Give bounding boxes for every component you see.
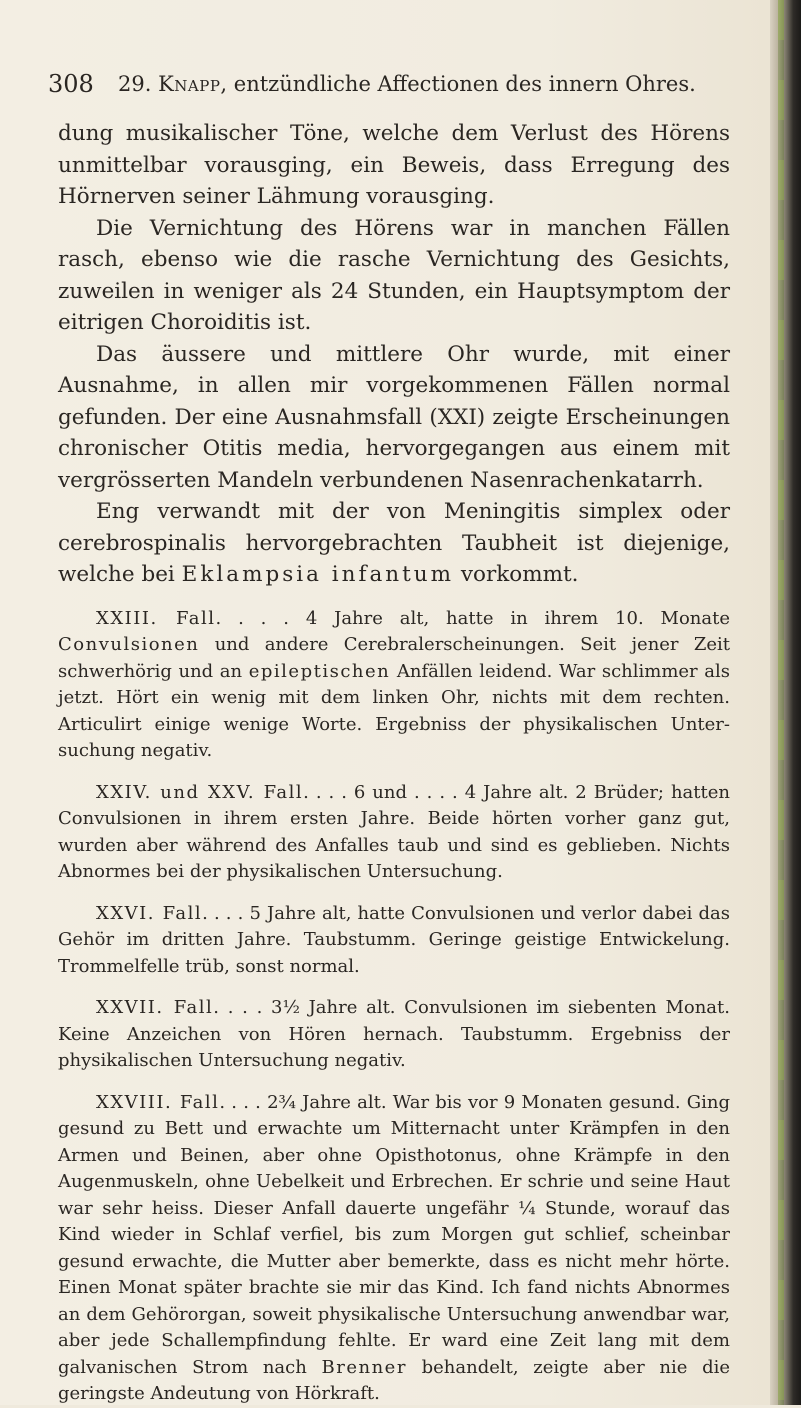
text-run: und andere Cerebralerscheinungen. Seit jener Zeit schwerhörig und an [58,634,730,682]
page-body [58,118,730,1404]
running-header [48,70,728,106]
spaced-text: epileptischen [248,660,391,682]
spaced-text: XXVII. Fall [96,997,214,1018]
paragraph [58,1090,730,1408]
text-run: . . . . 5 Jahre alt, hatte Convulsionen und verlor dabei das Gehör im dritten Jahre. Taubstumm. Geringe geistige Entwickelung. Trommelfelle trüb, sonst normal. [58,902,730,977]
paragraph [58,606,730,765]
author-name: Knapp [158,72,221,96]
text-run: . . . . 4 Jahre alt, hatte in ihrem 10. Monate [215,607,730,629]
spaced-text: Convulsionen [58,634,200,655]
running-title [118,72,696,96]
spaced-text: Eklampsia infantum [181,562,455,587]
paragraph [58,118,730,213]
spaced-text: XXVI. Fall [96,902,203,924]
paragraph [58,995,730,1075]
text-run: Anfällen leidend. War schlimmer als jetzt. Hört ein wenig mit dem linken Ohr, nichts mit dem rechten. Articulirt einige wenige Worte. Ergebniss der physikalischen Untersuchung negativ. [58,660,730,761]
text-run: Die Vernichtung des Hörens war in manchen Fällen rasch, ebenso wie die rasche Vernichtung des Gesichts, zuweilen in weniger als 24 Stunden, ein Hauptsymptom der eitrigen Choroiditis ist. [58,215,730,335]
chapter-title: , entzündliche Affectionen des innern Ohres. [220,72,696,96]
text-run: Eng verwandt mit der von Meningitis simplex oder cerebrospinalis hervorgebrachten Taubheit ist diejenige, welche bei [58,499,730,587]
paragraph [58,780,730,886]
text-run: Das äussere und mittlere Ohr wurde, mit einer Ausnahme, in allen mir vorgekommenen Fällen normal gefunden. Der eine Ausnahmsfall (XXI) zeigte Erscheinungen chronischer Otitis media, hervorgegangen aus einem mit vergrösserten Mandeln verbundenen Nasenrachenkatarrh. [58,341,730,493]
spaced-text: XXIII. Fall [96,607,216,629]
text-run: dung musikalischer Töne, welche dem Verlust des Hörens unmittelbar vorausging, ein Beweis, dass Erregung des Hörnerven seiner Lähmung vorausging. [58,121,730,209]
spaced-text: XXVIII. Fall [96,1091,220,1113]
spaced-text: Brenner [321,1356,407,1378]
paragraph [58,213,730,339]
text-run: vorkommt. [454,562,579,587]
page-number: 308 [48,70,94,98]
text-run: behandelt, zeigte aber nie die geringste Andeutung von Hörkraft. [58,1356,730,1404]
chapter-number: 29. [118,72,159,96]
book-spine-edge [770,0,801,1405]
text-run: . . . . 3½ Jahre alt. Convulsionen im siebenten Monat. Keine Anzeichen von Hören hernach. Taubstumm. Ergebniss der physikalischen Untersuchung negativ. [58,997,730,1071]
paragraph [58,901,730,981]
spaced-text: XXIV. und XXV. Fall [96,781,304,803]
paragraph [58,496,730,591]
text-run: . . . . 6 und . . . . 4 Jahre alt. 2 Brüder; hatten Convulsionen in ihrem ersten Jahre. Beide hörten vorher ganz gut, wurden aber während des Anfalles taub und sind es geblieben. Nichts Abnormes bei der physikalischen Untersuchung. [58,781,730,882]
text-run: . . . . 2¾ Jahre alt. War bis vor 9 Monaten gesund. Ging gesund zu Bett und erwachte um Mitternacht unter Krämpfen in den Armen und Beinen, aber ohne Opisthotonus, ohne Krämpfe in den Augenmuskeln, ohne Uebelkeit und Erbrechen. Er schrie und seine Haut war sehr heiss. Dieser Anfall dauerte ungefähr ¼ Stunde, worauf das Kind wieder in Schlaf verfiel, bis zum Morgen gut schlief, scheinbar gesund erwachte, die Mutter aber bemerkte, dass es nicht mehr hörte. Einen Monat später brachte sie mir das Kind. Ich fand nichts Abnormes an dem Gehörorgan, soweit physikalische Untersuchung anwendbar war, aber jede Schallempfindung fehlte. Er ward eine Zeit lang mit dem galvanischen Strom nach [58,1091,730,1378]
paragraph [58,339,730,497]
